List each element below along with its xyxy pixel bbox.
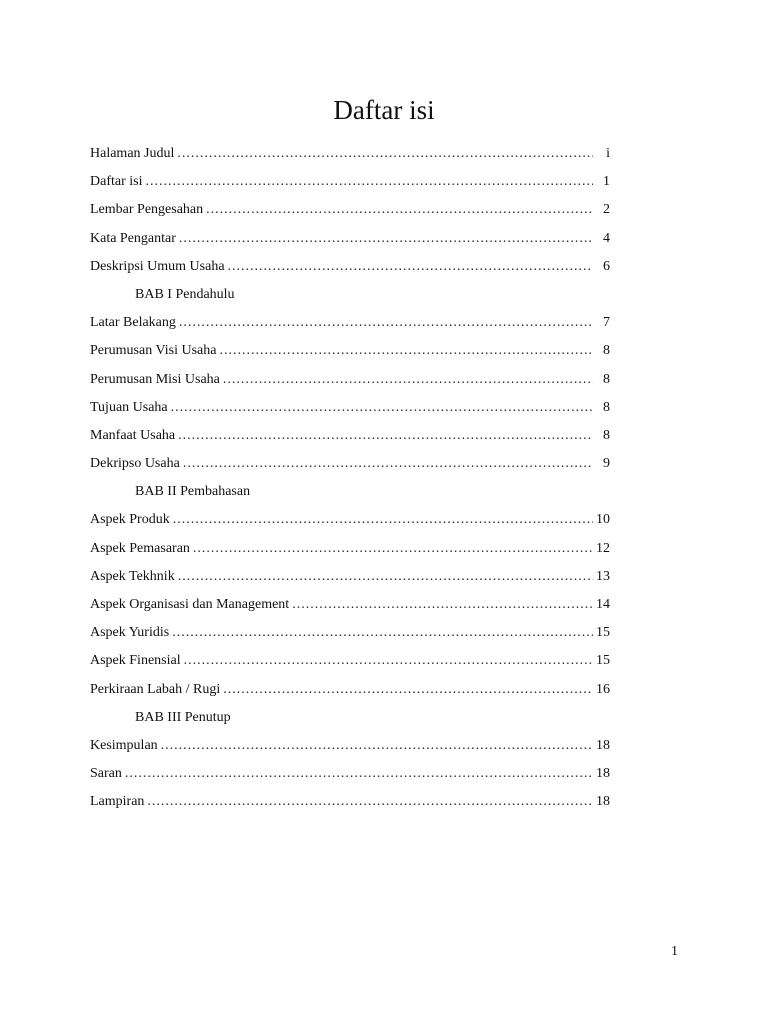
entry-label: Kesimpulan — [90, 737, 158, 753]
dot-leader — [173, 506, 593, 534]
entry-page-number: 8 — [603, 399, 610, 415]
toc-entry — [90, 732, 610, 760]
toc-entry — [90, 422, 610, 450]
entry-page-number: 6 — [603, 258, 610, 274]
entry-label: Deskripsi Umum Usaha — [90, 258, 225, 274]
dot-leader — [177, 140, 593, 168]
toc-entry — [90, 450, 610, 478]
toc-chapter-heading — [90, 281, 610, 309]
entry-label: Daftar isi — [90, 174, 143, 190]
dot-leader — [223, 366, 593, 394]
toc-entry — [90, 168, 610, 196]
toc-entry — [90, 788, 610, 816]
entry-label: Aspek Organisasi dan Management — [90, 597, 290, 612]
chapter-label: BAB II Pembahasan — [135, 484, 251, 500]
toc-entry — [90, 506, 610, 534]
entry-label: Lembar Pengesahan — [90, 202, 204, 218]
entry-page-number: 10 — [596, 512, 610, 528]
toc-entry — [90, 253, 610, 281]
entry-page-number: 9 — [603, 456, 610, 472]
dot-leader — [179, 225, 593, 253]
table-of-contents — [90, 140, 610, 817]
entry-page-number: 18 — [596, 737, 610, 753]
entry-label: Aspek Finensial — [90, 653, 181, 669]
entry-label: Kata Pengantar — [90, 230, 176, 246]
dot-leader — [183, 450, 593, 478]
toc-chapter-heading — [90, 478, 610, 506]
entry-label: Aspek Pemasaran — [90, 540, 190, 556]
toc-entry — [90, 225, 610, 253]
dot-leader — [178, 422, 593, 450]
entry-page-number: 14 — [596, 597, 610, 612]
entry-page-number: 15 — [596, 625, 610, 641]
entry-label: Manfaat Usaha — [90, 427, 176, 443]
entry-page-number: 12 — [596, 540, 610, 556]
entry-label: Saran — [90, 766, 122, 782]
toc-entry — [90, 366, 610, 394]
entry-page-number: 8 — [603, 371, 610, 387]
entry-label: Aspek Tekhnik — [90, 568, 175, 584]
dot-leader — [161, 732, 593, 760]
dot-leader — [292, 591, 593, 619]
dot-leader — [223, 676, 593, 704]
dot-leader — [206, 196, 593, 224]
entry-page-number: i — [606, 146, 610, 161]
entry-page-number: 4 — [603, 230, 610, 246]
entry-label: Perumusan Visi Usaha — [90, 343, 217, 359]
toc-entry — [90, 394, 610, 422]
dot-leader — [178, 563, 593, 591]
toc-chapter-heading — [90, 704, 610, 732]
entry-label: Aspek Produk — [90, 512, 170, 528]
page-title: Daftar isi — [333, 95, 435, 125]
toc-entry — [90, 196, 610, 224]
entry-page-number: 13 — [596, 568, 610, 584]
chapter-label: BAB I Pendahulu — [135, 286, 235, 302]
dot-leader — [184, 647, 593, 675]
dot-leader — [179, 309, 593, 337]
entry-page-number: 18 — [596, 766, 610, 782]
entry-page-number: 8 — [603, 343, 610, 359]
dot-leader — [219, 337, 593, 365]
entry-page-number: 7 — [603, 315, 610, 331]
entry-label: Latar Belakang — [90, 315, 176, 331]
toc-entry — [90, 647, 610, 675]
toc-entry — [90, 535, 610, 563]
entry-page-number: 16 — [596, 681, 610, 697]
toc-entry — [90, 676, 610, 704]
entry-page-number: 15 — [596, 653, 610, 669]
dot-leader — [172, 619, 593, 647]
dot-leader — [171, 394, 593, 422]
entry-label: Perumusan Misi Usaha — [90, 371, 220, 387]
entry-page-number: 18 — [596, 794, 610, 810]
entry-label: Halaman Judul — [90, 146, 175, 161]
entry-page-number: 1 — [603, 174, 610, 190]
toc-entry — [90, 563, 610, 591]
dot-leader — [125, 760, 593, 788]
toc-entry — [90, 619, 610, 647]
toc-entry — [90, 140, 610, 168]
toc-entry — [90, 337, 610, 365]
toc-entry — [90, 309, 610, 337]
entry-label: Dekripso Usaha — [90, 456, 180, 472]
entry-label: Tujuan Usaha — [90, 399, 168, 415]
entry-page-number: 2 — [603, 202, 610, 218]
chapter-label: BAB III Penutup — [135, 709, 231, 725]
dot-leader — [228, 253, 593, 281]
entry-label: Aspek Yuridis — [90, 625, 170, 641]
toc-entry — [90, 591, 610, 619]
dot-leader — [145, 168, 593, 196]
entry-label: Perkiraan Labah / Rugi — [90, 681, 221, 697]
entry-page-number: 8 — [603, 427, 610, 443]
dot-leader — [193, 535, 593, 563]
page-number: 1 — [671, 944, 678, 959]
entry-label: Lampiran — [90, 794, 145, 810]
dot-leader — [147, 788, 593, 816]
toc-entry — [90, 760, 610, 788]
